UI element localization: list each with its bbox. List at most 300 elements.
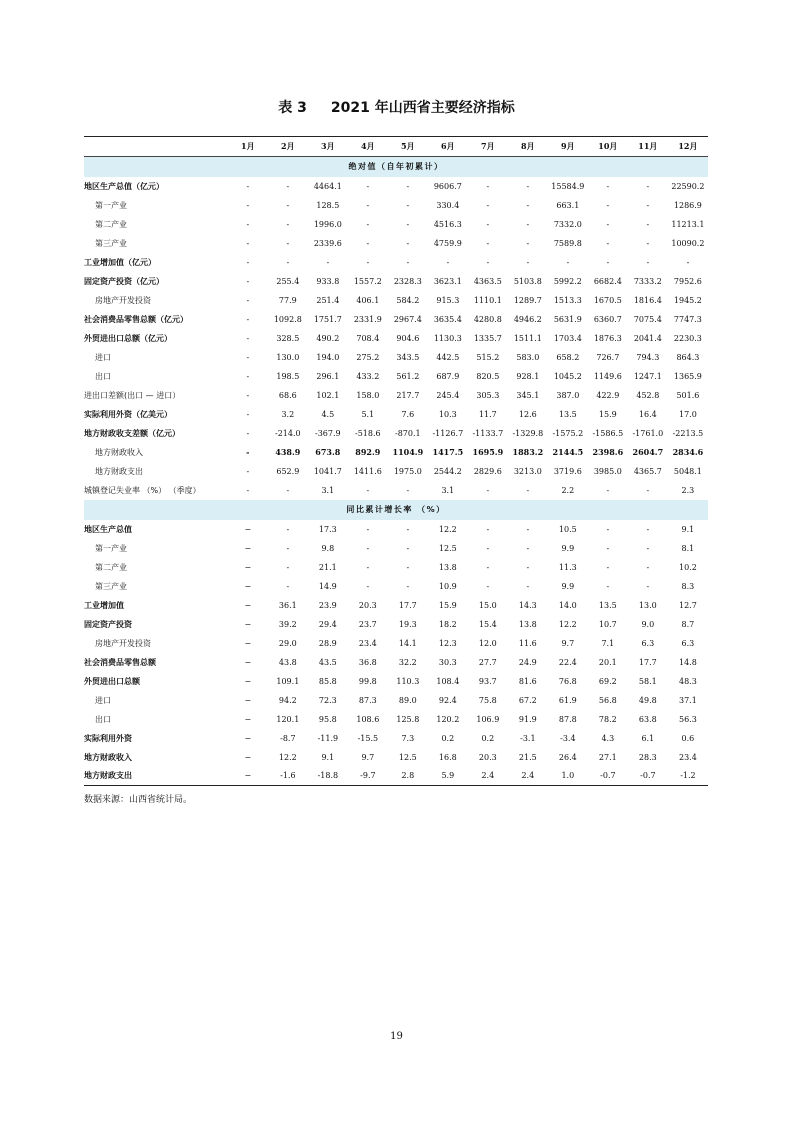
section-heading: 同比累计增长率 （%） [84, 500, 708, 520]
value-cell: 305.3 [476, 390, 500, 400]
value-cell: 21.1 [318, 562, 337, 572]
value-cell: 1365.9 [673, 371, 702, 381]
value-cell: 77.9 [278, 295, 297, 305]
value-cell: - [526, 219, 530, 229]
value-cell: 2230.3 [673, 333, 702, 343]
value-cell: -1329.8 [512, 428, 544, 438]
value-cell: - [606, 485, 610, 495]
value-cell: - [526, 181, 530, 191]
value-cell: - [246, 466, 250, 476]
value-cell: 7.1 [601, 638, 615, 648]
value-cell: 928.1 [516, 371, 540, 381]
value-cell: 81.6 [518, 676, 537, 686]
value-cell: - [606, 200, 610, 210]
value-cell: 27.1 [598, 752, 617, 762]
value-cell: 12.7 [679, 600, 697, 610]
table-body [84, 157, 708, 786]
value-cell: -1761.0 [632, 428, 664, 438]
row-label: 地方财政支出 [84, 771, 132, 781]
value-cell: 1695.9 [472, 447, 504, 457]
value-cell: 16.4 [638, 409, 657, 419]
table-row [84, 615, 708, 634]
value-cell: 32.2 [398, 657, 417, 667]
data-source-note: 数据来源：山西省统计局。 [84, 795, 193, 805]
value-cell: 4365.7 [633, 466, 662, 476]
value-cell: 1876.3 [593, 333, 622, 343]
value-cell: 61.9 [558, 695, 577, 705]
value-cell: 87.8 [558, 714, 577, 724]
value-cell: 29.4 [318, 619, 337, 629]
value-cell: 4280.8 [473, 314, 502, 324]
value-cell: - [246, 295, 250, 305]
value-cell: -18.8 [317, 771, 339, 781]
month-header: 8月 [508, 137, 548, 157]
value-cell: 1110.1 [473, 295, 502, 305]
value-cell: 1816.4 [633, 295, 662, 305]
month-header: 12月 [668, 137, 708, 157]
month-header: 11月 [628, 137, 668, 157]
value-cell: 12.6 [518, 409, 537, 419]
value-cell: -3.1 [520, 733, 536, 743]
table-row [84, 748, 708, 767]
month-header: 3月 [308, 137, 348, 157]
value-cell: 2829.6 [473, 466, 502, 476]
value-cell: 7952.6 [673, 276, 702, 286]
value-cell: 6.3 [681, 638, 695, 648]
table-row [84, 234, 708, 253]
value-cell: - [326, 257, 330, 267]
value-cell: - [406, 238, 410, 248]
table-row [84, 539, 708, 558]
value-cell: - [526, 200, 530, 210]
value-cell: 85.8 [318, 676, 337, 686]
table-row [84, 577, 708, 596]
value-cell: 1335.7 [473, 333, 502, 343]
section-growth-rates [84, 500, 708, 520]
value-cell: − [244, 619, 252, 629]
value-cell: 194.0 [316, 352, 340, 362]
value-cell: -1.6 [280, 771, 296, 781]
value-cell: - [486, 581, 490, 591]
row-label: 房地产开发投资 [95, 295, 151, 305]
value-cell: 91.9 [518, 714, 537, 724]
value-cell: 28.3 [638, 752, 657, 762]
value-cell: 4.5 [321, 409, 335, 419]
value-cell: 3.1 [321, 485, 335, 495]
row-label: 第三产业 [95, 238, 127, 248]
value-cell: 296.1 [316, 371, 340, 381]
table-number: 表 3 [278, 100, 307, 116]
value-cell: 673.8 [315, 447, 341, 457]
value-cell: 43.5 [318, 657, 337, 667]
value-cell: 2544.2 [433, 466, 462, 476]
value-cell: 2.8 [401, 771, 415, 781]
value-cell: 687.9 [436, 371, 460, 381]
value-cell: 11.7 [478, 409, 497, 419]
value-cell: - [246, 409, 250, 419]
value-cell: 110.3 [396, 676, 420, 686]
value-cell: 10.5 [558, 524, 577, 534]
value-cell: - [246, 200, 250, 210]
value-cell: 24.9 [518, 657, 537, 667]
value-cell: - [646, 181, 650, 191]
value-cell: 5631.9 [553, 314, 582, 324]
value-cell: 15584.9 [551, 181, 585, 191]
table-row [84, 177, 708, 196]
value-cell: 20.3 [358, 600, 377, 610]
value-cell: 26.4 [558, 752, 577, 762]
value-cell: 1996.0 [313, 219, 342, 229]
value-cell: 328.5 [276, 333, 300, 343]
value-cell: - [446, 257, 450, 267]
value-cell: 67.2 [518, 695, 537, 705]
value-cell: 4759.9 [433, 238, 462, 248]
value-cell: 245.4 [436, 390, 460, 400]
value-cell: - [366, 562, 370, 572]
value-cell: 345.1 [516, 390, 540, 400]
value-cell: - [286, 524, 290, 534]
value-cell: 275.2 [356, 352, 380, 362]
table-row [84, 520, 708, 539]
row-label: 第二产业 [95, 219, 127, 229]
value-cell: 158.0 [356, 390, 380, 400]
header-label-cell [84, 137, 228, 157]
value-cell: 2604.7 [632, 447, 664, 457]
value-cell: - [486, 257, 490, 267]
value-cell: 8.1 [681, 543, 695, 553]
value-cell: 7332.0 [553, 219, 582, 229]
row-label: 第一产业 [95, 543, 127, 553]
value-cell: 22590.2 [671, 181, 705, 191]
row-label: 工业增加值 [84, 600, 124, 610]
value-cell: 9606.7 [433, 181, 462, 191]
month-header: 10月 [588, 137, 628, 157]
value-cell: 1041.7 [313, 466, 342, 476]
value-cell: 0.6 [681, 733, 695, 743]
value-cell: - [646, 543, 650, 553]
value-cell: − [244, 600, 252, 610]
table-row [84, 634, 708, 653]
value-cell: 6.1 [641, 733, 655, 743]
value-cell: 18.2 [438, 619, 457, 629]
value-cell: - [526, 562, 530, 572]
value-cell: 7333.2 [633, 276, 662, 286]
value-cell: 125.8 [396, 714, 420, 724]
value-cell: 36.1 [278, 600, 297, 610]
value-cell: 15.0 [478, 600, 497, 610]
value-cell: − [244, 752, 252, 762]
value-cell: - [366, 581, 370, 591]
value-cell: 30.3 [438, 657, 457, 667]
value-cell: - [406, 581, 410, 591]
row-label: 地方财政支出 [95, 466, 143, 476]
value-cell: 14.1 [398, 638, 417, 648]
value-cell: 9.8 [321, 543, 335, 553]
value-cell: 3719.6 [553, 466, 582, 476]
table-row [84, 767, 708, 786]
value-cell: 23.4 [358, 638, 377, 648]
row-label: 城镇登记失业率 （%） （季度） [84, 485, 201, 495]
value-cell: 501.6 [676, 390, 700, 400]
value-cell: 2398.6 [592, 447, 624, 457]
value-cell: 89.0 [398, 695, 417, 705]
row-label: 房地产开发投资 [95, 638, 151, 648]
value-cell: − [244, 714, 252, 724]
table-row [84, 253, 708, 272]
value-cell: 69.2 [598, 676, 617, 686]
value-cell: 1417.5 [432, 447, 464, 457]
value-cell: 12.0 [478, 638, 497, 648]
value-cell: - [606, 257, 610, 267]
value-cell: 95.8 [318, 714, 337, 724]
value-cell: 108.6 [356, 714, 380, 724]
value-cell: -1133.7 [472, 428, 504, 438]
value-cell: 14.3 [518, 600, 537, 610]
value-cell: 11213.1 [671, 219, 705, 229]
value-cell: 343.5 [396, 352, 420, 362]
value-cell: - [406, 181, 410, 191]
value-cell: 452.8 [636, 390, 660, 400]
value-cell: -0.7 [600, 771, 616, 781]
value-cell: 130.0 [276, 352, 300, 362]
value-cell: -11.9 [317, 733, 339, 743]
value-cell: 15.9 [438, 600, 457, 610]
value-cell: 7075.4 [633, 314, 662, 324]
value-cell: - [286, 238, 290, 248]
value-cell: 2331.9 [353, 314, 382, 324]
row-label: 固定资产投资 [84, 619, 132, 629]
table-row [84, 348, 708, 367]
value-cell: 11.6 [518, 638, 537, 648]
table-row [84, 462, 708, 481]
value-cell: - [246, 485, 250, 495]
value-cell: 68.6 [278, 390, 297, 400]
value-cell: 78.2 [598, 714, 617, 724]
table-row [84, 691, 708, 710]
value-cell: 583.0 [516, 352, 540, 362]
table-row [84, 672, 708, 691]
value-cell: 13.0 [638, 600, 657, 610]
value-cell: 36.8 [358, 657, 377, 667]
table-row [84, 215, 708, 234]
value-cell: - [606, 581, 610, 591]
value-cell: 9.9 [561, 543, 575, 553]
value-cell: 10.2 [679, 562, 697, 572]
value-cell: 820.5 [476, 371, 500, 381]
value-cell: 422.9 [596, 390, 620, 400]
value-cell: 6360.7 [593, 314, 622, 324]
month-header: 2月 [268, 137, 308, 157]
value-cell: 9.1 [321, 752, 335, 762]
value-cell: 2041.4 [633, 333, 662, 343]
value-cell: 1975.0 [393, 466, 422, 476]
value-cell: - [406, 485, 410, 495]
value-cell: − [244, 657, 252, 667]
value-cell: 0.2 [441, 733, 455, 743]
value-cell: 1945.2 [673, 295, 702, 305]
value-cell: -870.1 [395, 428, 421, 438]
value-cell: 5.1 [361, 409, 375, 419]
table-row [84, 386, 708, 405]
table-row [84, 424, 708, 443]
value-cell: 7.6 [401, 409, 415, 419]
value-cell: - [406, 200, 410, 210]
value-cell: 3.1 [441, 485, 455, 495]
value-cell: - [486, 485, 490, 495]
value-cell: - [606, 543, 610, 553]
value-cell: 1130.3 [433, 333, 462, 343]
value-cell: 1670.5 [593, 295, 622, 305]
value-cell: 15.4 [478, 619, 497, 629]
value-cell: 8.7 [681, 619, 695, 629]
value-cell: - [366, 200, 370, 210]
value-cell: 251.4 [316, 295, 340, 305]
value-cell: 8.3 [681, 581, 695, 591]
section-heading: 绝对值（自年初累计） [84, 157, 708, 177]
value-cell: 11.3 [558, 562, 577, 572]
value-cell: 1149.6 [593, 371, 622, 381]
section-absolute-values [84, 157, 708, 177]
value-cell: − [244, 638, 252, 648]
table-row [84, 329, 708, 348]
value-cell: 3635.4 [433, 314, 462, 324]
value-cell: - [246, 352, 250, 362]
row-label: 社会消费品零售总额（亿元） [84, 314, 188, 324]
row-label: 外贸进出口总额 [84, 676, 140, 686]
value-cell: 2.4 [481, 771, 495, 781]
value-cell: 1703.4 [553, 333, 582, 343]
value-cell: 652.9 [276, 466, 300, 476]
table-row [84, 558, 708, 577]
value-cell: - [286, 181, 290, 191]
row-label: 工业增加值（亿元） [84, 257, 156, 267]
value-cell: -8.7 [280, 733, 296, 743]
value-cell: 904.6 [396, 333, 420, 343]
value-cell: 9.1 [681, 524, 695, 534]
page-number: 19 [390, 1031, 403, 1042]
value-cell: 39.2 [278, 619, 297, 629]
month-header: 9月 [548, 137, 588, 157]
value-cell: 14.9 [318, 581, 337, 591]
value-cell: 22.4 [558, 657, 577, 667]
value-cell: - [286, 543, 290, 553]
value-cell: -1575.2 [552, 428, 584, 438]
value-cell: - [686, 257, 690, 267]
value-cell: 14.8 [679, 657, 697, 667]
table-row [84, 596, 708, 615]
value-cell: 20.1 [598, 657, 617, 667]
table-row [84, 196, 708, 215]
month-header: 4月 [348, 137, 388, 157]
value-cell: - [246, 238, 250, 248]
value-cell: - [246, 428, 250, 438]
value-cell: 5048.1 [673, 466, 702, 476]
value-cell: - [526, 238, 530, 248]
economic-indicators-table [84, 136, 708, 786]
value-cell: 12.3 [438, 638, 457, 648]
row-label: 出口 [95, 371, 111, 381]
value-cell: -15.5 [357, 733, 379, 743]
value-cell: 217.7 [396, 390, 420, 400]
value-cell: - [646, 219, 650, 229]
value-cell: 48.3 [679, 676, 697, 686]
value-cell: 12.5 [398, 752, 417, 762]
value-cell: - [606, 219, 610, 229]
value-cell: - [286, 581, 290, 591]
value-cell: - [486, 181, 490, 191]
value-cell: 37.1 [679, 695, 697, 705]
value-cell: - [366, 257, 370, 267]
value-cell: 3985.0 [593, 466, 622, 476]
value-cell: - [646, 524, 650, 534]
value-cell: 2.3 [681, 485, 695, 495]
value-cell: 5.9 [441, 771, 455, 781]
value-cell: 120.2 [436, 714, 460, 724]
header-row [84, 137, 708, 157]
value-cell: - [406, 219, 410, 229]
value-cell: - [646, 581, 650, 591]
value-cell: 12.2 [558, 619, 577, 629]
value-cell: 2339.6 [313, 238, 342, 248]
value-cell: 106.9 [476, 714, 500, 724]
value-cell: - [406, 524, 410, 534]
value-cell: - [486, 562, 490, 572]
value-cell: 0.2 [481, 733, 495, 743]
value-cell: - [286, 257, 290, 267]
value-cell: 2.2 [561, 485, 575, 495]
value-cell: 387.0 [556, 390, 580, 400]
value-cell: − [244, 771, 252, 781]
value-cell: 330.4 [436, 200, 460, 210]
value-cell: - [406, 543, 410, 553]
value-cell: 75.8 [478, 695, 497, 705]
value-cell: - [406, 257, 410, 267]
value-cell: 13.5 [558, 409, 577, 419]
month-header: 6月 [428, 137, 468, 157]
value-cell: 726.7 [596, 352, 620, 362]
value-cell: 584.2 [396, 295, 420, 305]
table-row [84, 405, 708, 424]
value-cell: - [606, 238, 610, 248]
value-cell: 708.4 [356, 333, 380, 343]
value-cell: 109.1 [276, 676, 300, 686]
value-cell: 561.2 [396, 371, 420, 381]
value-cell: 5992.2 [553, 276, 582, 286]
row-label: 第二产业 [95, 562, 127, 572]
value-cell: -367.9 [315, 428, 341, 438]
row-label: 第三产业 [95, 581, 127, 591]
value-cell: - [286, 200, 290, 210]
value-cell: 5103.8 [513, 276, 542, 286]
value-cell: 7.3 [401, 733, 415, 743]
value-cell: - [246, 181, 250, 191]
value-cell: 2834.6 [672, 447, 704, 457]
value-cell: - [486, 524, 490, 534]
value-cell: - [606, 524, 610, 534]
value-cell: - [486, 200, 490, 210]
value-cell: - [486, 238, 490, 248]
value-cell: 433.2 [356, 371, 380, 381]
value-cell: 49.8 [638, 695, 657, 705]
value-cell: 442.5 [436, 352, 460, 362]
table-row [84, 443, 708, 462]
row-label: 地方财政收支差额（亿元） [84, 428, 180, 438]
value-cell: - [526, 257, 530, 267]
value-cell: 1411.6 [353, 466, 382, 476]
value-cell: 4363.5 [473, 276, 502, 286]
value-cell: - [246, 276, 250, 286]
value-cell: 13.8 [438, 562, 457, 572]
